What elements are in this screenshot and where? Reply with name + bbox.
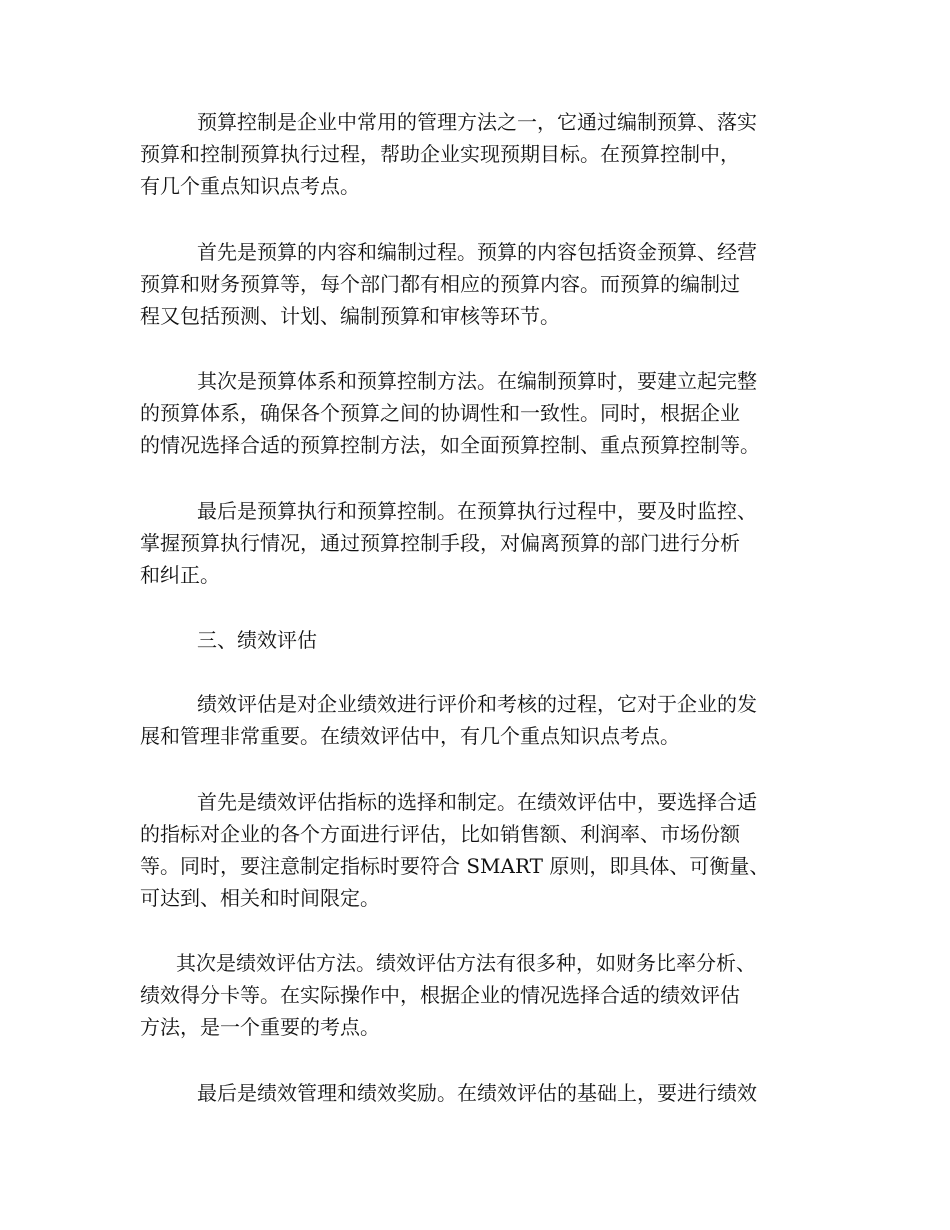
text-line: 的指标对企业的各个方面进行评估，比如销售额、利润率、市场份额 [140,822,740,846]
text-line: 方法，是一个重要的考点。 [140,1015,380,1039]
text-line: 预算和控制预算执行过程，帮助企业实现预期目标。在预算控制中， [140,142,740,166]
text-line: 的预算体系，确保各个预算之间的协调性和一致性。同时，根据企业 [140,401,740,425]
text-line: 和纠正。 [140,563,220,587]
heading-line: 三、绩效评估 [197,628,317,652]
text-line: 预算和财务预算等，每个部门都有相应的预算内容。而预算的编制过 [140,272,740,296]
paragraph-performance-methods [140,947,840,1043]
paragraph-budget-content [140,236,840,332]
text-line: 最后是预算执行和预算控制。在预算执行过程中，要及时监控、 [197,499,757,523]
text-line: 有几个重点知识点考点。 [140,174,360,198]
text-line: 首先是绩效评估指标的选择和制定。在绩效评估中，要选择合适 [197,790,757,814]
text-line: 的情况选择合适的预算控制方法，如全面预算控制、重点预算控制等。 [140,433,760,457]
text-line: 最后是绩效管理和绩效奖励。在绩效评估的基础上，要进行绩效 [197,1081,757,1105]
paragraph-budget-execution [140,495,840,591]
paragraph-budget-system [140,365,840,461]
text-line: 首先是预算的内容和编制过程。预算的内容包括资金预算、经营 [197,240,757,264]
text-line: 其次是绩效评估方法。绩效评估方法有很多种，如财务比率分析、 [176,951,756,975]
text-line: 展和管理非常重要。在绩效评估中，有几个重点知识点考点。 [140,724,680,748]
text-line: 其次是预算体系和预算控制方法。在编制预算时，要建立起完整 [197,369,757,393]
paragraph-budget-control-intro [140,106,840,202]
section-heading-performance-evaluation [140,624,840,656]
paragraph-performance-indicators [140,786,840,914]
text-line: 绩效得分卡等。在实际操作中，根据企业的情况选择合适的绩效评估 [140,983,740,1007]
text-line: 预算控制是企业中常用的管理方法之一，它通过编制预算、落实 [197,110,757,134]
paragraph-performance-intro [140,688,840,752]
text-line: 掌握预算执行情况，通过预算控制手段，对偏离预算的部门进行分析 [140,531,740,555]
text-line: 可达到、相关和时间限定。 [140,886,380,910]
text-line: 程又包括预测、计划、编制预算和审核等环节。 [140,304,560,328]
paragraph-performance-management [140,1077,840,1109]
text-line: 等。同时，要注意制定指标时要符合 SMART 原则，即具体、可衡量、 [140,854,770,878]
text-line: 绩效评估是对企业绩效进行评价和考核的过程，它对于企业的发 [197,692,757,716]
